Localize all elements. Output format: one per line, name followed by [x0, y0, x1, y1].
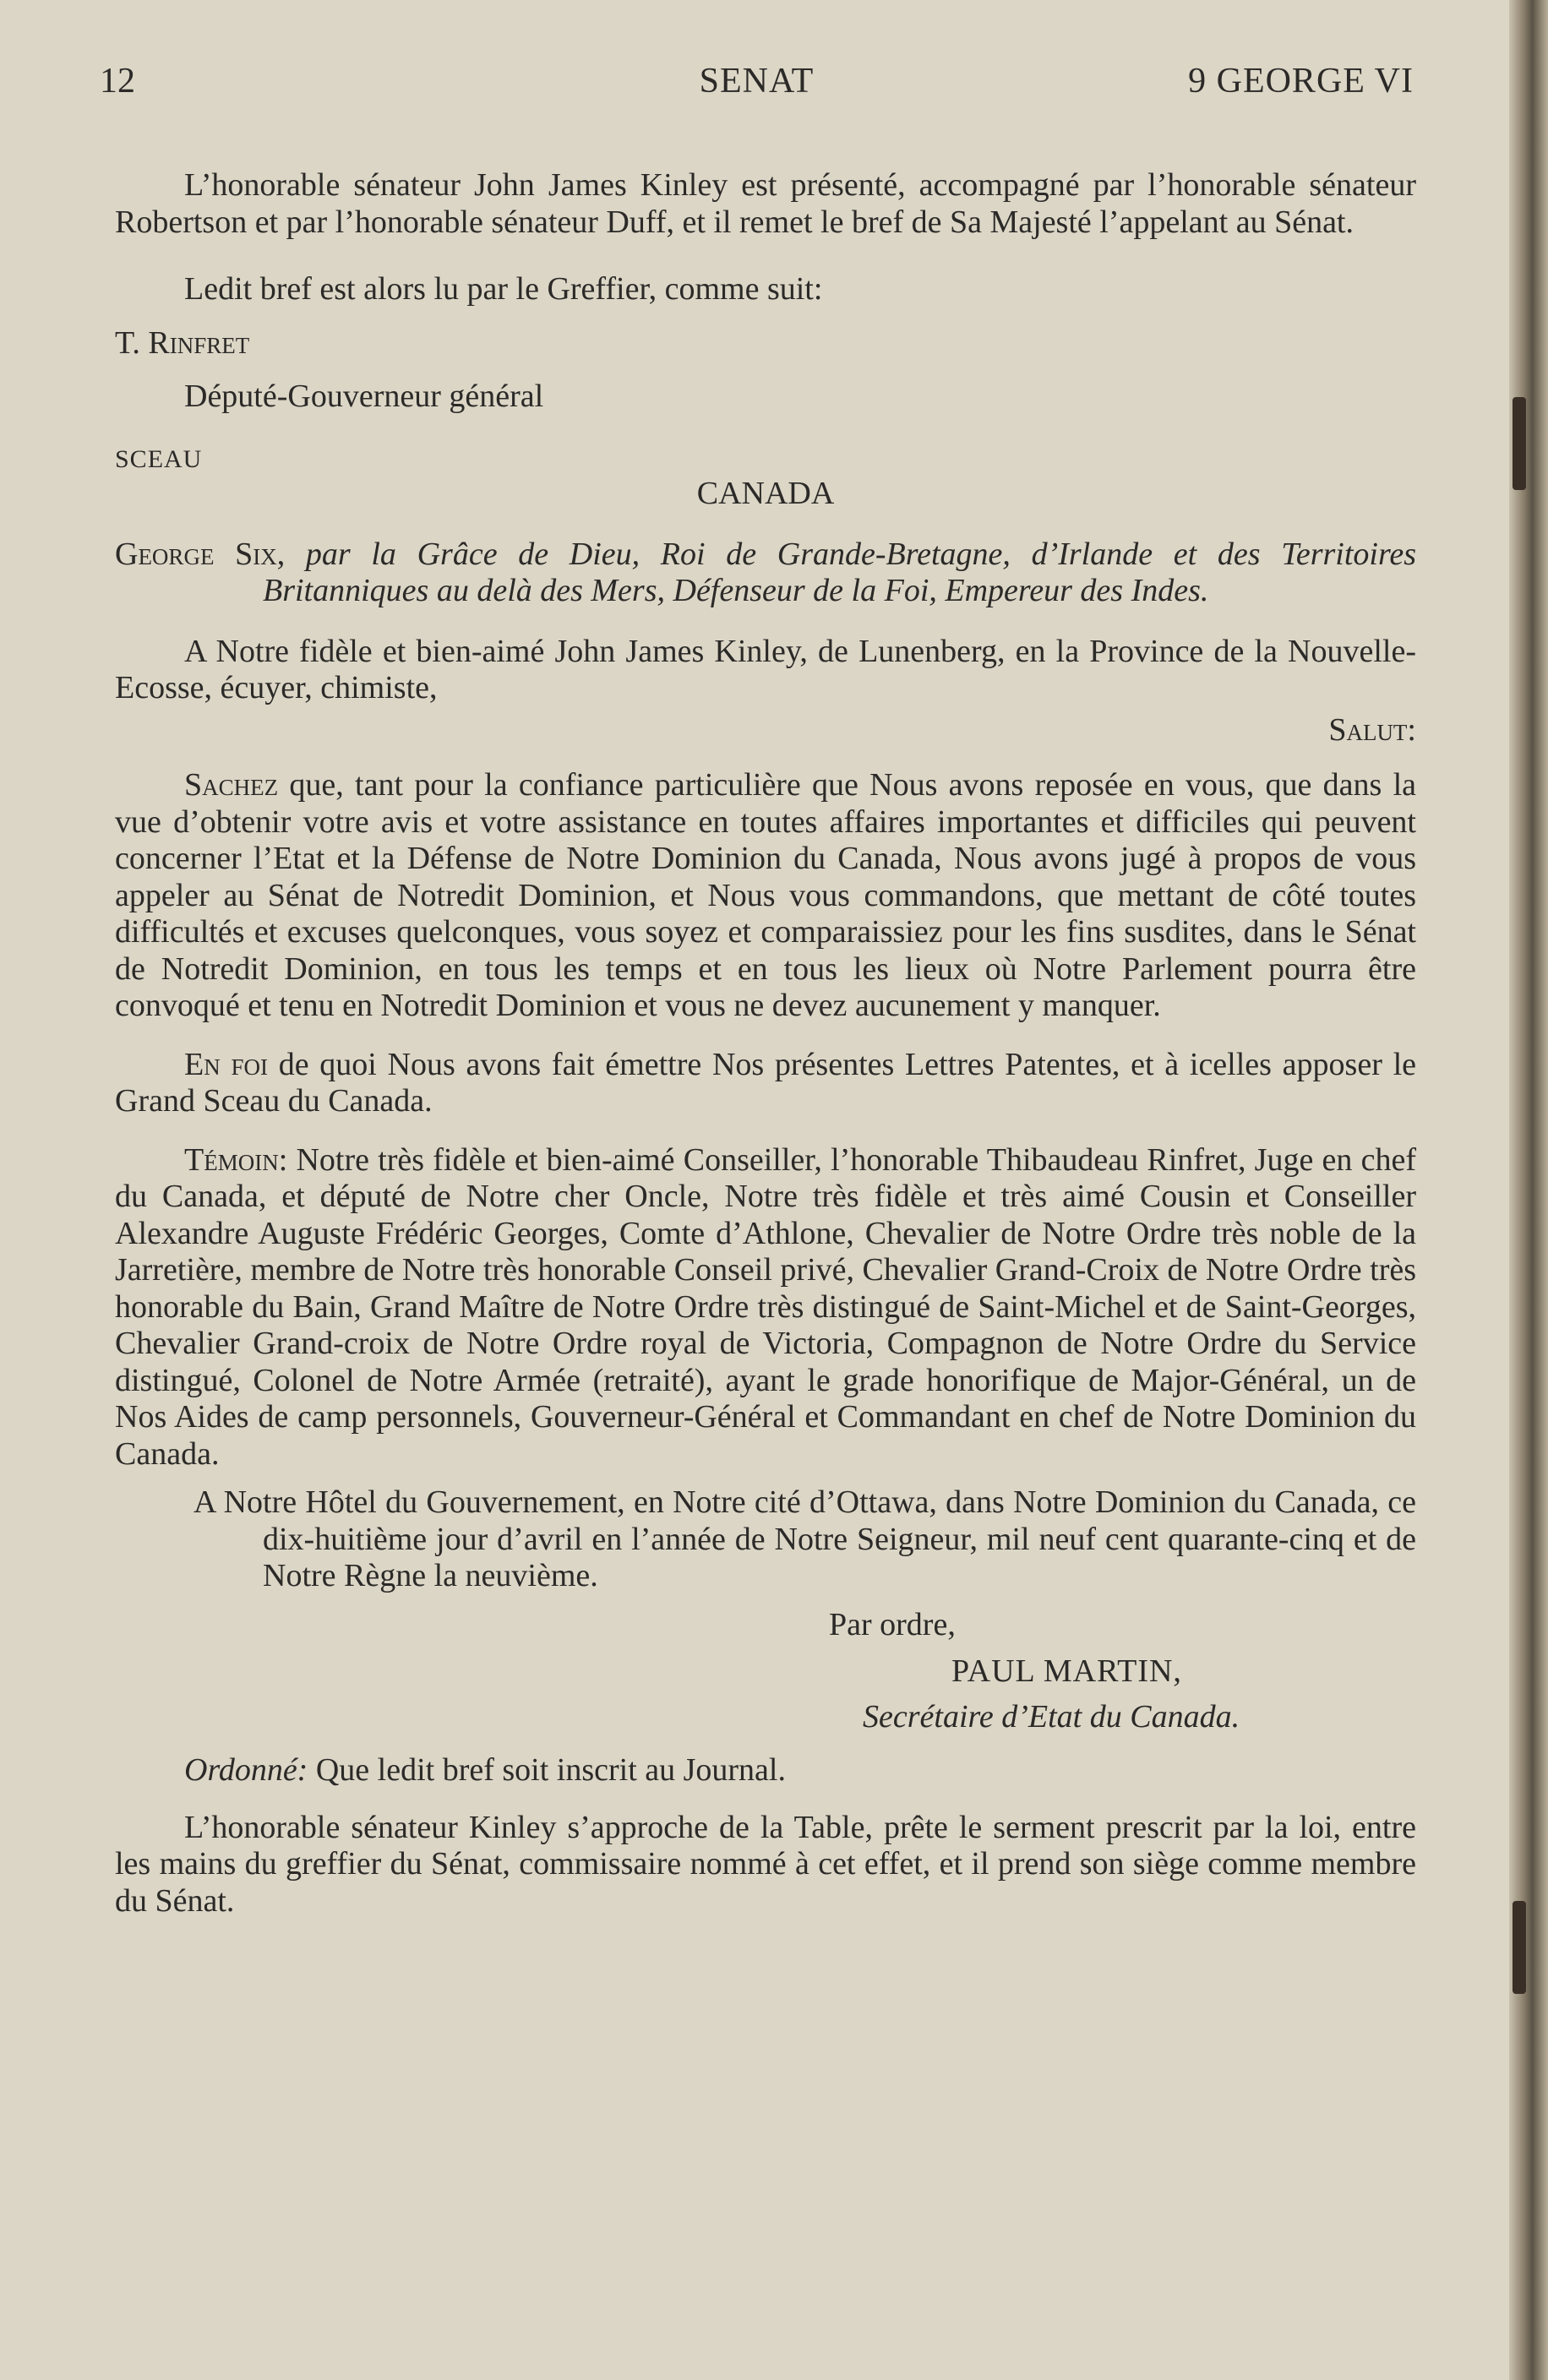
king-titles: par la Grâce de Dieu, Roi de Grande-Bretagne, d’Irlande et des Territoires Britanniques au delà des Mers, Défenseur de la Foi, Empereur des Indes.	[263, 536, 1416, 608]
temoin-lead: Témoin:	[184, 1141, 288, 1178]
paragraph-intro: L’honorable sénateur John James Kinley est présenté, accompagné par l’honorable sénateur Robertson et par l’honorable sénateur Duff, et il remet le bref de Sa Majesté l’appelant au Sénat.	[115, 167, 1416, 240]
running-head: SENAT	[699, 62, 815, 101]
temoin-text: Notre très fidèle et bien-aimé Conseiller, l’honorable Thibaudeau Rinfret, Juge en chef du Canada, et député de Notre cher Oncle, Notre très fidèle et très aimé Cousin et Conseiller Alexandre Auguste Frédéric Georges, Comte d’Athlone, Chevalier de Notre Ordre très noble de la Jarretière, membre de Notre très honorable Conseil privé, Chevalier Grand-Croix de Notre Ordre très honorable du Bain, Grand Maître de Notre Ordre très distingué de Saint-Michel et de Saint-Georges, Chevalier Grand-croix de Notre Ordre royal de Victoria, Compagnon de Notre Ordre du Service distingué, Colonel de Notre Armée (retraité), ayant le grade honorifique de Major-Général, un de Nos Aides de camp personnels, Gouverneur-Général et Commandant en chef de Notre Dominion du Canada.	[115, 1141, 1416, 1472]
sachez-lead: Sachez	[184, 767, 279, 803]
canada-heading: CANADA	[696, 476, 835, 511]
hotel-paragraph: A Notre Hôtel du Gouvernement, en Notre cité d’Ottawa, dans Notre Dominion du Canada, ce dix-huitième jour d’avril en l’année de Notre Seigneur, mil neuf cent quarante-cinq et de Notre Règne la neuvième.	[194, 1484, 1416, 1593]
ordonne-text: Que ledit bref soit inscrit au Journal.	[315, 1752, 786, 1788]
paragraph-read: Ledit bref est alors lu par le Greffier, comme suit:	[184, 271, 823, 307]
book-spine-edge	[1509, 0, 1548, 2380]
signatory-title-text: Secrétaire d’Etat du Canada.	[863, 1698, 1240, 1735]
signatory-title	[115, 1699, 1416, 1736]
final-paragraph: L’honorable sénateur Kinley s’approche de la Table, prête le serment prescrit par la loi, entre les mains du greffier du Sénat, commissaire nommé à cet effet, et il prend son siège comme membre du Sénat.	[115, 1809, 1416, 1919]
document-body	[115, 167, 1416, 1920]
king-style	[115, 536, 1416, 610]
temoin-paragraph	[115, 1142, 1416, 1473]
signer-name: T. Rinfret	[115, 324, 250, 361]
sachez-paragraph	[115, 767, 1416, 1025]
seal-label: SCEAU	[115, 444, 203, 473]
page-header	[100, 61, 1414, 103]
en-foi-lead: En foi	[184, 1046, 268, 1082]
binding-tab	[1513, 397, 1526, 490]
en-foi-paragraph	[115, 1047, 1416, 1120]
page-number: 12	[100, 62, 135, 101]
ordonne-lead: Ordonné:	[184, 1752, 308, 1788]
en-foi-text: de quoi Nous avons fait émettre Nos présentes Lettres Patentes, et à icelles apposer le Grand Sceau du Canada.	[115, 1046, 1417, 1119]
signatory-name: PAUL MARTIN,	[951, 1653, 1182, 1689]
binding-tab	[1513, 1901, 1526, 1994]
sachez-text: que, tant pour la confiance particulière que Nous avons reposée en vous, que dans la vue d’obtenir votre avis et votre assistance en toutes affaires importantes et difficiles qui peuvent concerner l’Etat et la Défense de Notre Dominion du Canada, Nous avons jugé à propos de vous appeler au Sénat de Notredit Dominion, et Nous vous commandons, que mettant de côté toutes difficultés et excuses quelconques, vous soyez et comparaissiez pour les fins susdites, dans le Sénat de Notredit Dominion, en tous les temps et en tous les lieux où Notre Parlement pourra être convoqué et tenu en Notredit Dominion et vous ne devez aucunement y manquer.	[115, 767, 1417, 1023]
king-name: George Six,	[115, 536, 286, 572]
address-paragraph: A Notre fidèle et bien-aimé John James Kinley, de Lunenberg, en la Province de la Nouvelle-Ecosse, écuyer, chimiste,	[115, 633, 1416, 705]
signer-title: Député-Gouverneur général	[184, 379, 544, 414]
salutation: Salut:	[1328, 711, 1416, 748]
par-ordre: Par ordre,	[829, 1606, 956, 1642]
ordonne-paragraph	[115, 1752, 1416, 1789]
regnal-year: 9 GEORGE VI	[1188, 62, 1414, 101]
